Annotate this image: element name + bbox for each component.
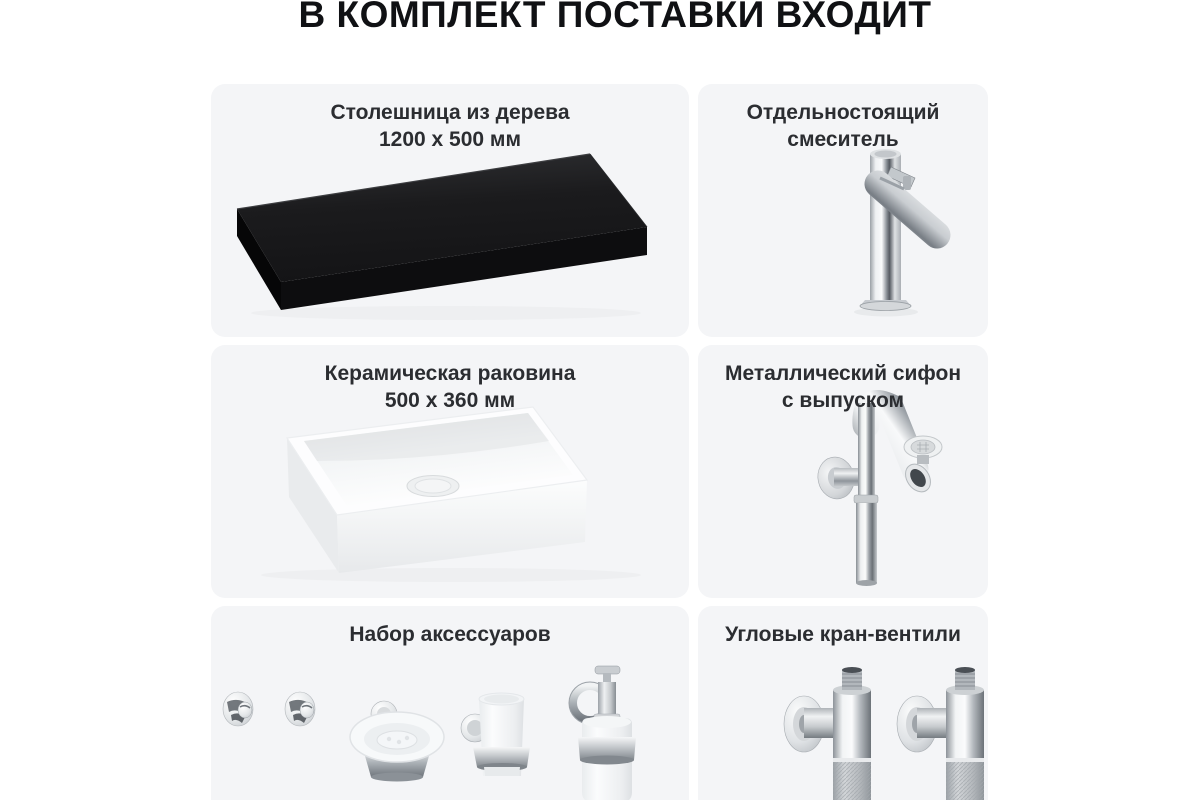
card-title-line2: 1200 x 500 мм xyxy=(378,128,521,151)
corner-valve-icon xyxy=(897,667,984,800)
tumbler-holder-icon xyxy=(461,693,530,776)
card-countertop-title xyxy=(211,84,689,153)
card-title-line1: Угловые кран-вентили xyxy=(725,623,961,646)
card-sink xyxy=(211,345,689,598)
card-siphon xyxy=(698,345,988,598)
card-siphon-title xyxy=(698,345,988,414)
page-title: В КОМПЛЕКТ ПОСТАВКИ ВХОДИТ xyxy=(298,0,932,35)
card-title-line1: Керамическая раковина xyxy=(324,362,576,385)
card-title-line2: 500 x 360 мм xyxy=(384,389,516,412)
card-countertop xyxy=(211,84,689,337)
soap-dish-icon xyxy=(350,701,444,782)
card-valves xyxy=(698,606,988,800)
card-title-line2: смеситель xyxy=(787,128,899,151)
card-faucet-title xyxy=(698,84,988,153)
card-title-line1: Набор аксессуаров xyxy=(349,623,551,646)
corner-valve-icon xyxy=(784,667,871,800)
package-items-grid xyxy=(211,84,988,800)
card-accessories-title xyxy=(211,606,689,648)
card-sink-title xyxy=(211,345,689,414)
card-title-line2: с выпуском xyxy=(781,389,905,412)
soap-dispenser-icon xyxy=(569,666,636,800)
card-faucet xyxy=(698,84,988,337)
card-title-line1: Отдельностоящий xyxy=(746,101,940,124)
wall-hook-icon xyxy=(223,692,253,726)
wall-hook-icon xyxy=(285,692,315,726)
card-accessories xyxy=(211,606,689,800)
card-valves-title xyxy=(698,606,988,648)
card-title-line1: Металлический сифон xyxy=(724,362,962,385)
card-title-line1: Столешница из дерева xyxy=(330,101,570,124)
